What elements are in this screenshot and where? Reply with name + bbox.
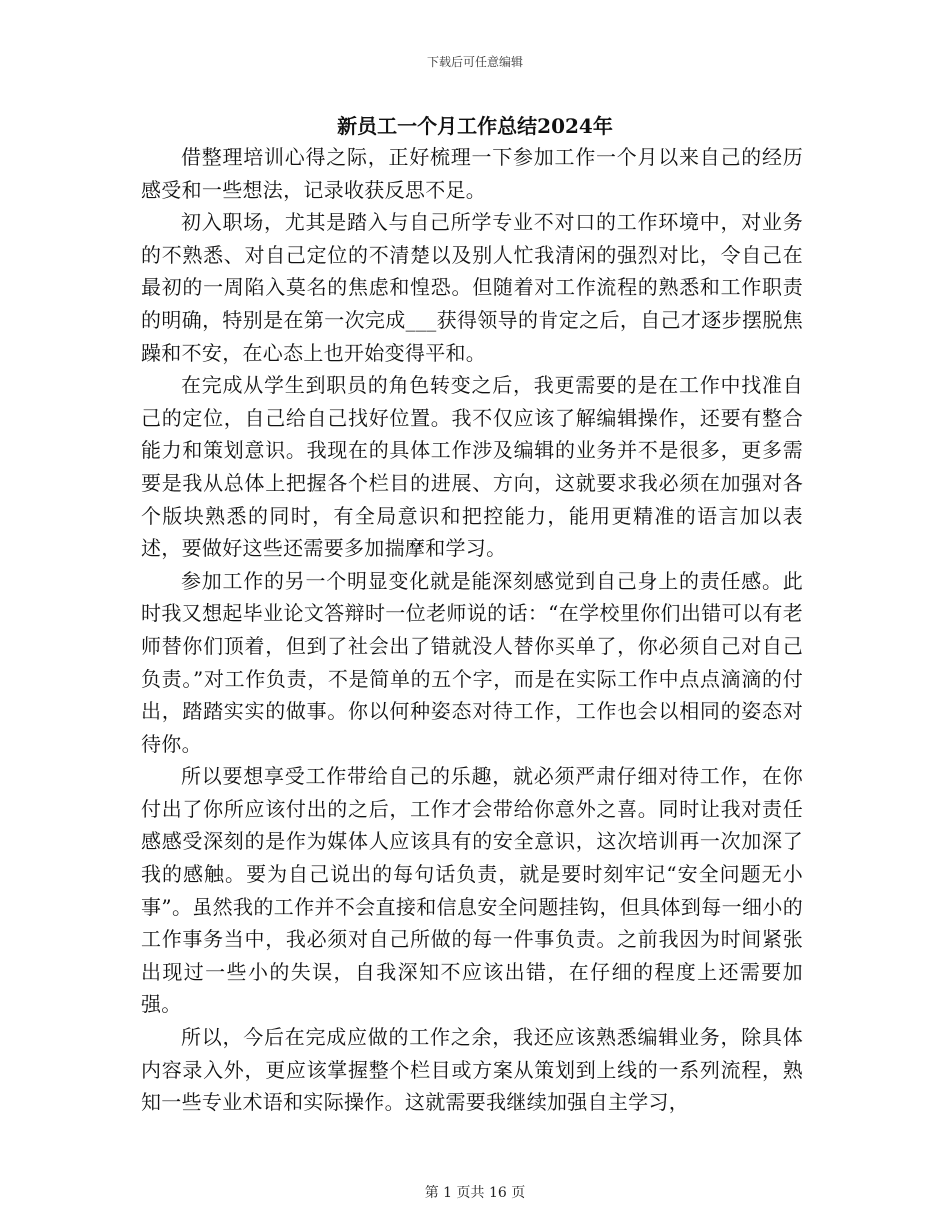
paragraph-4: 参加工作的另一个明显变化就是能深刻感觉到自己身上的责任感。此时我又想起毕业论文答辩时一位老师说的话：“在学校里你们出错可以有老师替你们顶着，但到了社会出了错就没人替你买单了，你必须自己对自己负责。”对工作负责，不是简单的五个字，而是在实际工作中点点滴滴的付出，踏踏实实的做事。你以何种姿态对待工作，工作也会以相同的姿态对待你。 [141, 568, 803, 756]
paragraph-1: 借整理培训心得之际，正好梳理一下参加工作一个月以来自己的经历感受和一些想法，记录收获反思不足。 [141, 145, 803, 202]
page-footer: 第 1 页共 16 页 [424, 1185, 526, 1201]
paragraph-5: 所以要想享受工作带给自己的乐趣，就必须严肃仔细对待工作，在你付出了你所应该付出的之后，工作才会带给你意外之喜。同时让我对责任感感受深刻的是作为媒体人应该具有的安全意识，这次培训再一次加深了我的感触。要为自己说出的每句话负责，就是要时刻牢记“安全问题无小事”。虽然我的工作并不会直接和信息安全问题挂钩，但具体到每一细小的工作事务当中，我必须对自己所做的每一件事负责。之前我因为时间紧张出现过一些小的失误，自我深知不应该出错，在仔细的程度上还需要加强。 [141, 764, 803, 1017]
document-body [141, 141, 803, 1119]
paragraph-2: 初入职场，尤其是踏入与自己所学专业不对口的工作环境中，对业务的不熟悉、对自己定位的不清楚以及别人忙我清闲的强烈对比，令自己在最初的一周陷入莫名的焦虑和惶恐。但随着对工作流程的熟悉和工作职责的明确，特别是在第一次完成___获得领导的肯定之后，自己才逐步摆脱焦躁和不安，在心态上也开始变得平和。 [141, 210, 803, 365]
page-title: 新员工一个月工作总结2024年 [337, 114, 613, 138]
header-note: 下载后可任意编辑 [426, 55, 523, 69]
paragraph-6: 所以，今后在完成应做的工作之余，我还应该熟悉编辑业务，除具体内容录入外，更应该掌握整个栏目或方案从策划到上线的一系列流程，熟知一些专业术语和实际操作。这就需要我继续加强自主学习， [141, 1025, 803, 1115]
paragraph-3: 在完成从学生到职员的角色转变之后，我更需要的是在工作中找准自己的定位，自己给自己找好位置。我不仅应该了解编辑操作，还要有整合能力和策划意识。我现在的具体工作涉及编辑的业务并不是很多，更多需要是我从总体上把握各个栏目的进展、方向，这就要求我必须在加强对各个版块熟悉的同时，有全局意识和把控能力，能用更精准的语言加以表述，要做好这些还需要多加揣摩和学习。 [141, 373, 803, 561]
